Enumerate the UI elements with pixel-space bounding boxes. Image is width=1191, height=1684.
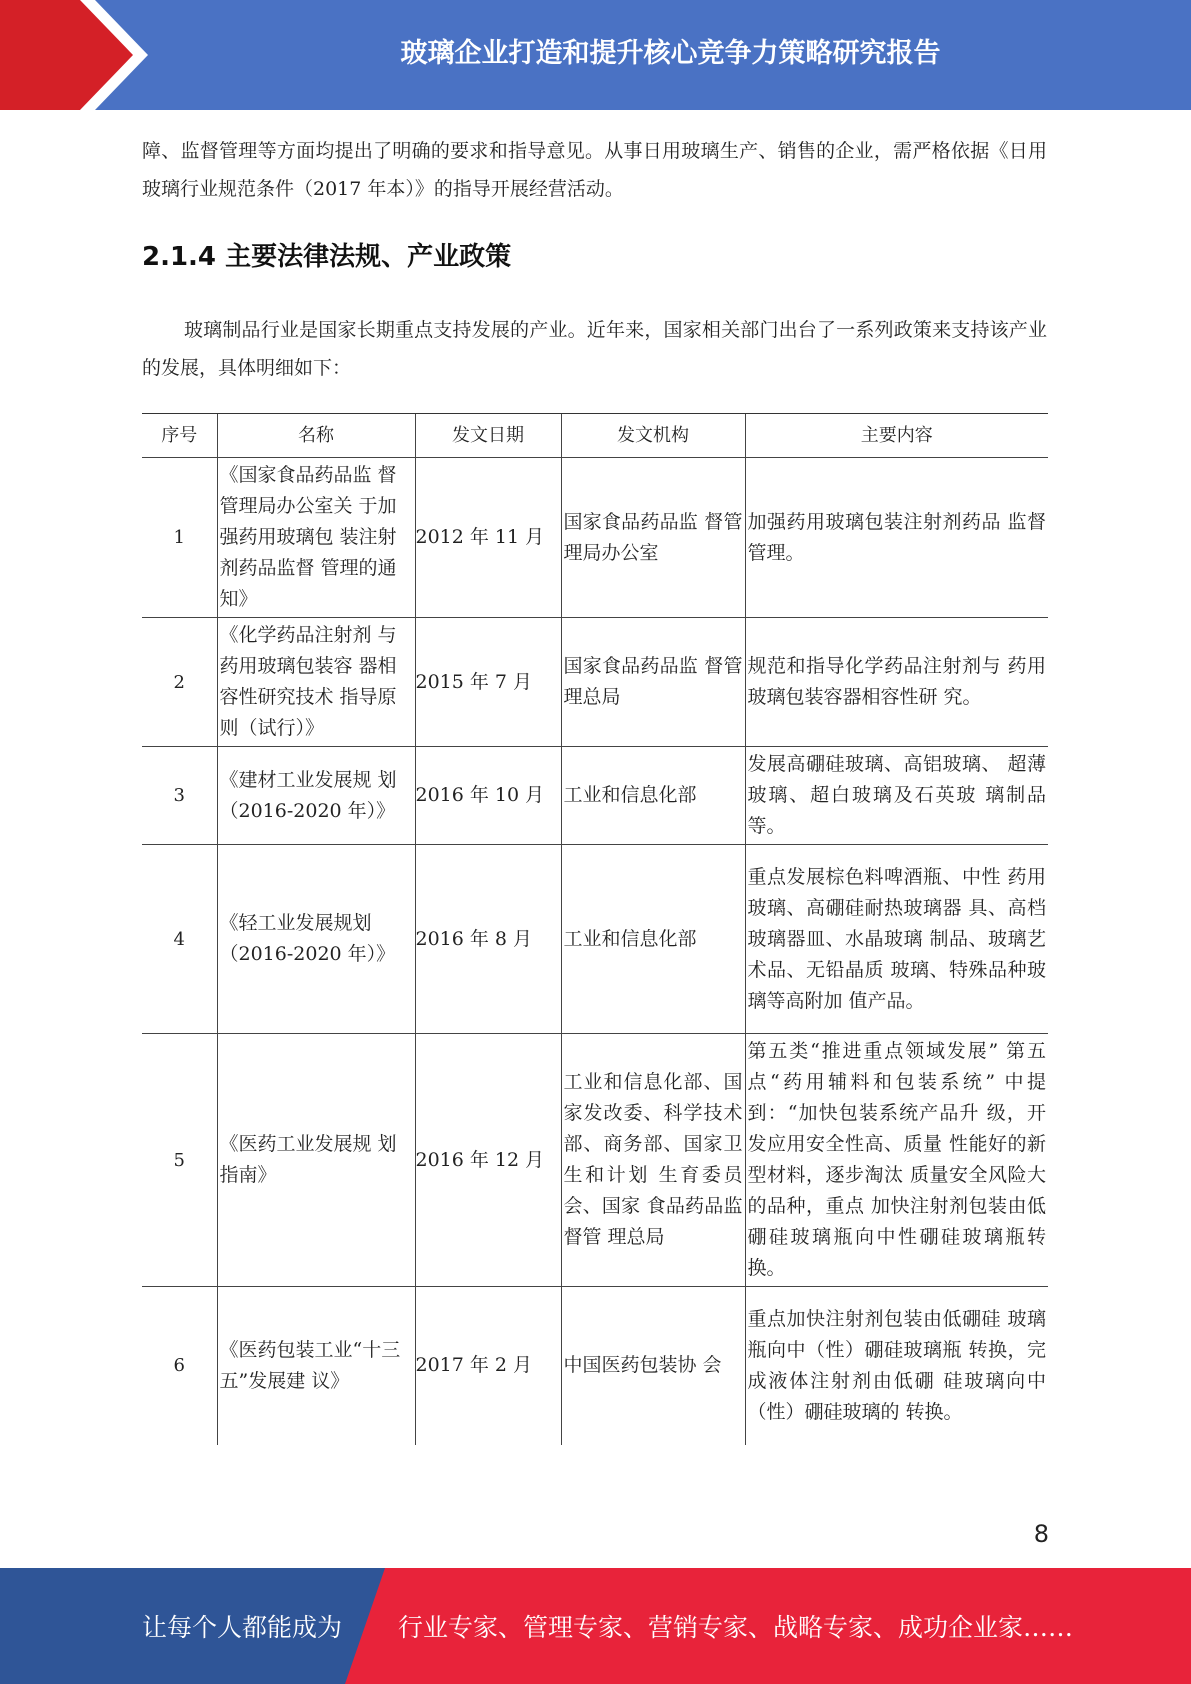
footer-slogan-left: 让每个人都能成为 (142, 1613, 343, 1642)
cell-org: 工业和信息化部 (561, 845, 745, 1034)
header-arrow-decoration (0, 0, 160, 110)
cell-org: 工业和信息化部 (561, 747, 745, 845)
cell-date: 2016 年 10 月 (415, 747, 561, 845)
page-header (0, 0, 1191, 110)
footer-slogan-right: 行业专家、管理专家、营销专家、战略专家、成功企业家…… (398, 1613, 1074, 1642)
cell-date: 2015 年 7 月 (415, 618, 561, 747)
cell-date: 2012 年 11 月 (415, 458, 561, 618)
cell-org: 工业和信息化部、国家发改委、科学技术部、商务部、国家卫生和计划 生育委员会、国家 食品药品监督管 理总局 (561, 1034, 745, 1287)
cell-content: 加强药用玻璃包装注射剂药品 监督管理。 (745, 458, 1048, 618)
table-row (142, 458, 1048, 618)
cell-name: 《国家食品药品监 督管理局办公室关 于加强药用玻璃包 装注射剂药品监督 管理的通知》 (217, 458, 415, 618)
table-row (142, 1287, 1048, 1445)
col-header-org: 发文机构 (561, 414, 745, 458)
table-row (142, 845, 1048, 1034)
cell-content: 发展高硼硅玻璃、高铝玻璃、 超薄玻璃、超白玻璃及石英玻 璃制品等。 (745, 747, 1048, 845)
page-number: 8 (1033, 1520, 1049, 1548)
cell-name: 《轻工业发展规划（2016-2020 年）》 (217, 845, 415, 1034)
cell-date: 2017 年 2 月 (415, 1287, 561, 1445)
table-row (142, 1034, 1048, 1287)
col-header-name: 名称 (217, 414, 415, 458)
col-header-content: 主要内容 (745, 414, 1048, 458)
intro-paragraph: 障、监督管理等方面均提出了明确的要求和指导意见。从事日用玻璃生产、销售的企业，需严格依据《日用玻璃行业规范条件（2017 年本）》的指导开展经营活动。 (142, 140, 1047, 200)
table-row (142, 618, 1048, 747)
cell-date: 2016 年 8 月 (415, 845, 561, 1034)
col-header-no: 序号 (142, 414, 217, 458)
cell-org: 国家食品药品监 督管理局办公室 (561, 458, 745, 618)
cell-name: 《医药包装工业“十三五”发展建 议》 (217, 1287, 415, 1445)
cell-no: 4 (142, 845, 217, 1034)
section-paragraph: 玻璃制品行业是国家长期重点支持发展的产业。近年来，国家相关部门出台了一系列政策来支持该产业的发展，具体明细如下： (142, 319, 1047, 379)
page-footer (0, 1568, 1191, 1684)
policy-table (142, 413, 1048, 1445)
cell-name: 《建材工业发展规 划（2016-2020 年）》 (217, 747, 415, 845)
cell-org: 中国医药包装协 会 (561, 1287, 745, 1445)
cell-name: 《化学药品注射剂 与药用玻璃包装容 器相容性研究技术 指导原则（试行）》 (217, 618, 415, 747)
cell-content: 重点加快注射剂包装由低硼硅 玻璃瓶向中（性）硼硅玻璃瓶 转换，完成液体注射剂由低硼 硅玻璃向中（性）硼硅玻璃的 转换。 (745, 1287, 1048, 1445)
cell-content: 重点发展棕色料啤酒瓶、中性 药用玻璃、高硼硅耐热玻璃器 具、高档玻璃器皿、水晶玻璃 制品、玻璃艺术品、无铅晶质 玻璃、特殊品种玻璃等高附加 值产品。 (745, 845, 1048, 1034)
cell-no: 2 (142, 618, 217, 747)
cell-no: 5 (142, 1034, 217, 1287)
cell-org: 国家食品药品监 督管理总局 (561, 618, 745, 747)
report-title: 玻璃企业打造和提升核心竞争力策略研究报告 (400, 37, 941, 69)
cell-name: 《医药工业发展规 划指南》 (217, 1034, 415, 1287)
table-row (142, 747, 1048, 845)
section-heading: 2.1.4 主要法律法规、产业政策 (142, 242, 512, 272)
col-header-date: 发文日期 (415, 414, 561, 458)
cell-content: 规范和指导化学药品注射剂与 药用玻璃包装容器相容性研 究。 (745, 618, 1048, 747)
cell-no: 3 (142, 747, 217, 845)
cell-no: 1 (142, 458, 217, 618)
cell-date: 2016 年 12 月 (415, 1034, 561, 1287)
cell-content: 第五类“推进重点领域发展” 第五点“药用辅料和包装系统” 中提到：“加快包装系统产品升 级，开发应用安全性高、质量 性能好的新型材料，逐步淘汰 质量安全风险大的品种，重点 加快注射剂包装由低硼硅玻璃瓶向中性硼硅玻璃瓶转换。 (745, 1034, 1048, 1287)
cell-no: 6 (142, 1287, 217, 1445)
table-header-row (142, 414, 1048, 458)
